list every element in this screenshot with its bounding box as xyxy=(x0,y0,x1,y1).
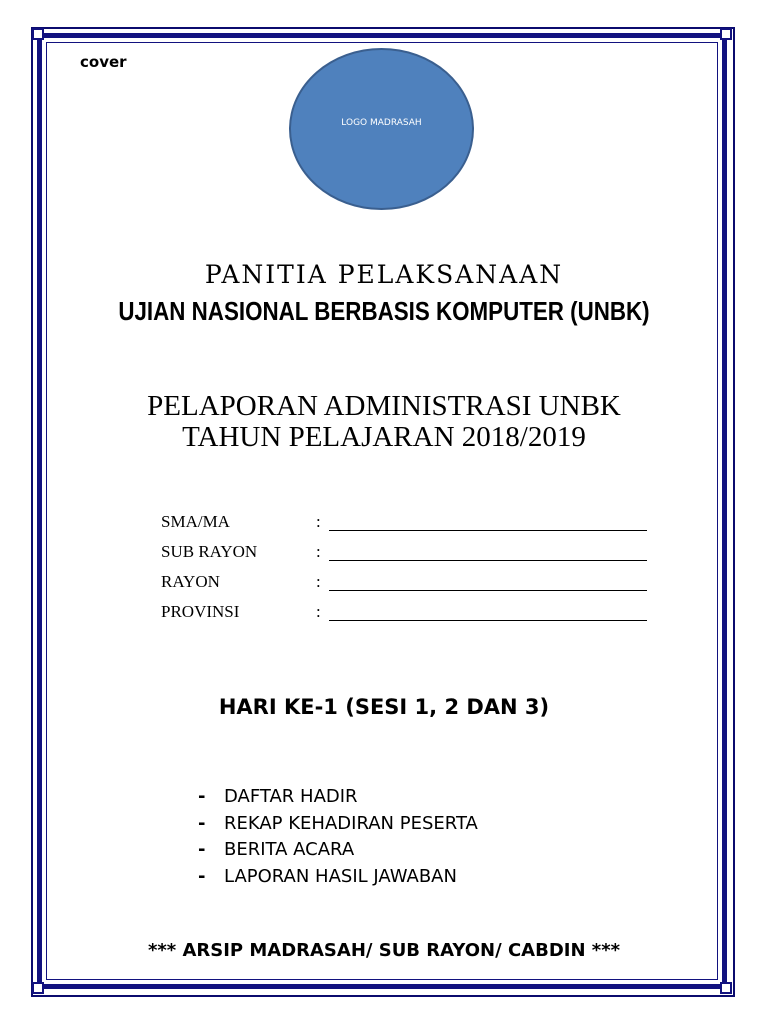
document-list xyxy=(198,784,478,890)
field-separator: : xyxy=(316,572,321,591)
day-heading: HARI KE-1 (SESI 1, 2 DAN 3) xyxy=(218,695,550,719)
field-row-school xyxy=(161,512,661,534)
logo-placeholder xyxy=(289,48,474,210)
list-item-label: REKAP KEHADIRAN PESERTA xyxy=(224,812,478,834)
report-title: PELAPORAN ADMINISTRASI UNBK xyxy=(147,390,621,422)
field-row-sub-rayon xyxy=(161,542,661,564)
border-corner-top-right xyxy=(720,28,732,40)
list-item-label: LAPORAN HASIL JAWABAN xyxy=(224,865,457,887)
rayon-field[interactable] xyxy=(329,572,647,591)
field-label: RAYON xyxy=(161,572,220,591)
field-separator: : xyxy=(316,542,321,561)
list-item-label: DAFTAR HADIR xyxy=(224,786,358,807)
border-corner-bottom-right xyxy=(720,982,732,994)
field-row-rayon xyxy=(161,572,661,594)
list-bullet: - xyxy=(198,786,206,807)
exam-title: UJIAN NASIONAL BERBASIS KOMPUTER (UNBK) xyxy=(118,296,650,326)
sub-rayon-field[interactable] xyxy=(329,542,647,561)
academic-year: TAHUN PELAJARAN 2018/2019 xyxy=(182,421,586,453)
list-item xyxy=(198,784,478,811)
school-field[interactable] xyxy=(329,512,647,531)
field-separator: : xyxy=(316,512,321,531)
list-item-label: BERITA ACARA xyxy=(224,839,355,860)
list-item xyxy=(198,864,478,891)
list-bullet: - xyxy=(198,865,206,887)
committee-title: PANITIA PELAKSANAAN xyxy=(204,260,564,289)
field-separator: : xyxy=(316,602,321,621)
field-label: SMA/MA xyxy=(161,512,230,531)
cover-label: cover xyxy=(80,53,127,71)
border-corner-top-left xyxy=(32,28,44,40)
list-bullet: - xyxy=(198,812,206,834)
logo-label: LOGO MADRASAH xyxy=(341,118,422,128)
field-label: PROVINSI xyxy=(161,602,240,621)
field-row-province xyxy=(161,602,661,624)
field-label: SUB RAYON xyxy=(161,542,258,561)
list-item xyxy=(198,837,478,864)
list-bullet: - xyxy=(198,839,206,860)
archive-footer: *** ARSIP MADRASAH/ SUB RAYON/ CABDIN *** xyxy=(147,940,621,961)
border-corner-bottom-left xyxy=(32,982,44,994)
province-field[interactable] xyxy=(329,602,647,621)
list-item xyxy=(198,811,478,838)
